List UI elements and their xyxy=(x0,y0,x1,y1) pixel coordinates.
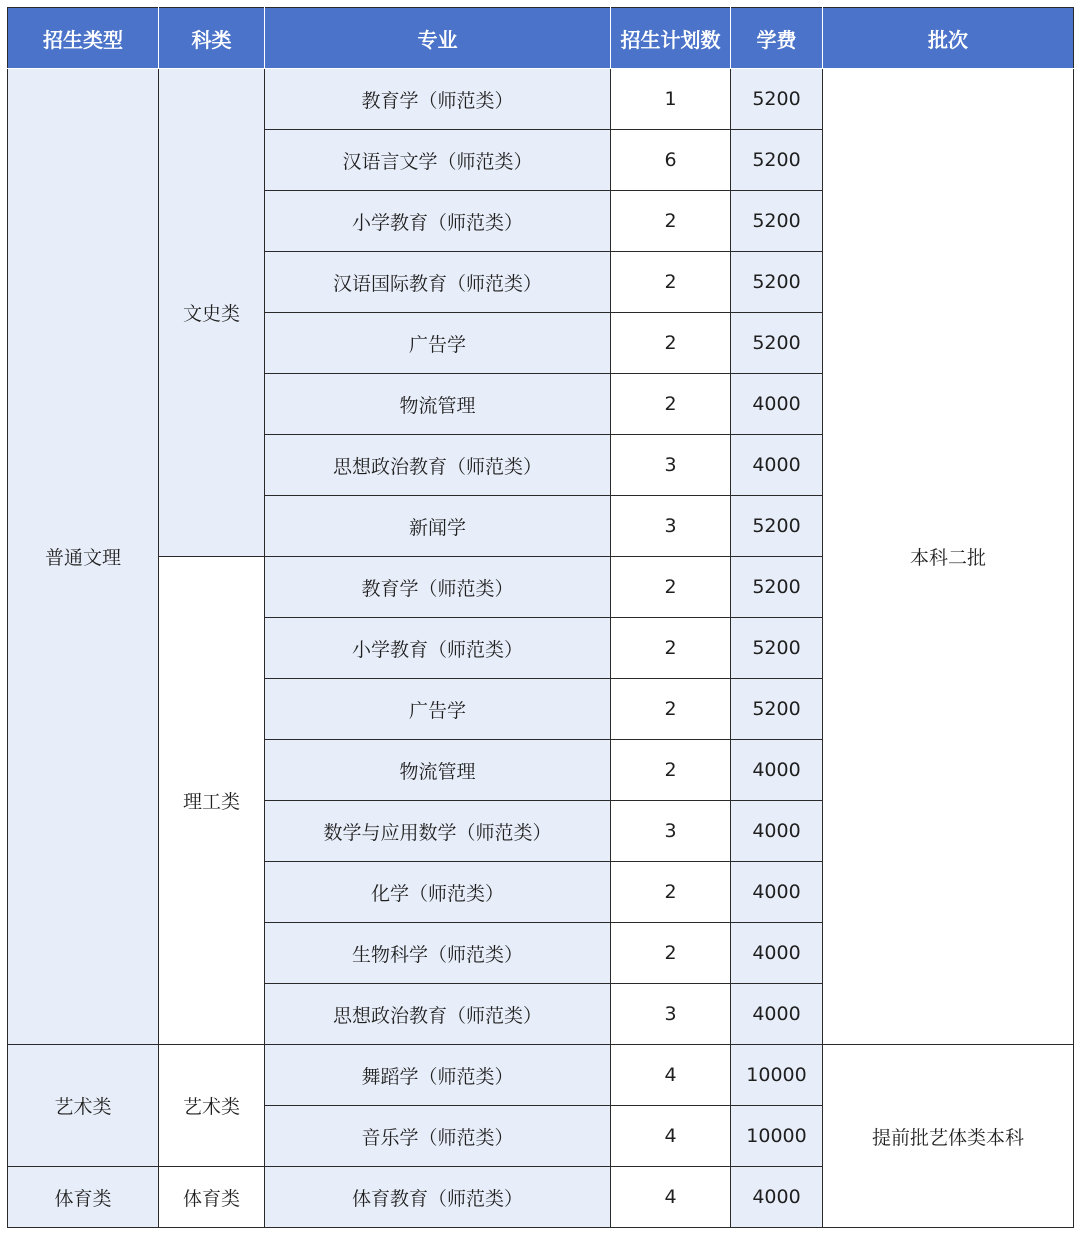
table-body xyxy=(8,69,1074,1228)
category-cell: 理工类 xyxy=(159,557,265,1045)
major-cell: 体育教育（师范类） xyxy=(265,1167,611,1228)
fee-cell: 5200 xyxy=(731,557,823,618)
fee-cell: 4000 xyxy=(731,923,823,984)
batch-cell: 本科二批 xyxy=(823,69,1074,1045)
table-row xyxy=(8,69,1074,130)
header-batch: 批次 xyxy=(823,8,1074,69)
major-cell: 教育学（师范类） xyxy=(265,557,611,618)
major-cell: 小学教育（师范类） xyxy=(265,191,611,252)
plan-cell: 3 xyxy=(611,801,731,862)
plan-cell: 3 xyxy=(611,435,731,496)
table-row xyxy=(8,1045,1074,1106)
plan-cell: 2 xyxy=(611,923,731,984)
fee-cell: 4000 xyxy=(731,801,823,862)
plan-cell: 2 xyxy=(611,862,731,923)
type-cell: 普通文理 xyxy=(8,69,159,1045)
plan-cell: 2 xyxy=(611,679,731,740)
plan-cell: 2 xyxy=(611,557,731,618)
major-cell: 广告学 xyxy=(265,313,611,374)
plan-cell: 4 xyxy=(611,1167,731,1228)
fee-cell: 5200 xyxy=(731,496,823,557)
plan-cell: 3 xyxy=(611,984,731,1045)
plan-cell: 6 xyxy=(611,130,731,191)
header-plan: 招生计划数 xyxy=(611,8,731,69)
fee-cell: 5200 xyxy=(731,679,823,740)
fee-cell: 10000 xyxy=(731,1045,823,1106)
fee-cell: 5200 xyxy=(731,69,823,130)
enrollment-table xyxy=(7,7,1074,1228)
plan-cell: 2 xyxy=(611,618,731,679)
plan-cell: 2 xyxy=(611,740,731,801)
header-major: 专业 xyxy=(265,8,611,69)
category-cell: 文史类 xyxy=(159,69,265,557)
batch-cell: 提前批艺体类本科 xyxy=(823,1045,1074,1228)
fee-cell: 5200 xyxy=(731,191,823,252)
major-cell: 舞蹈学（师范类） xyxy=(265,1045,611,1106)
major-cell: 化学（师范类） xyxy=(265,862,611,923)
plan-cell: 1 xyxy=(611,69,731,130)
major-cell: 思想政治教育（师范类） xyxy=(265,435,611,496)
header-type: 招生类型 xyxy=(8,8,159,69)
major-cell: 汉语言文学（师范类） xyxy=(265,130,611,191)
major-cell: 音乐学（师范类） xyxy=(265,1106,611,1167)
fee-cell: 4000 xyxy=(731,862,823,923)
plan-cell: 2 xyxy=(611,374,731,435)
type-cell: 艺术类 xyxy=(8,1045,159,1167)
major-cell: 物流管理 xyxy=(265,374,611,435)
fee-cell: 4000 xyxy=(731,435,823,496)
fee-cell: 5200 xyxy=(731,313,823,374)
table-header xyxy=(8,8,1074,69)
category-cell: 艺术类 xyxy=(159,1045,265,1167)
fee-cell: 4000 xyxy=(731,740,823,801)
type-cell: 体育类 xyxy=(8,1167,159,1228)
fee-cell: 5200 xyxy=(731,618,823,679)
header-row xyxy=(8,8,1074,69)
plan-cell: 4 xyxy=(611,1106,731,1167)
fee-cell: 5200 xyxy=(731,252,823,313)
plan-cell: 4 xyxy=(611,1045,731,1106)
major-cell: 新闻学 xyxy=(265,496,611,557)
major-cell: 物流管理 xyxy=(265,740,611,801)
plan-cell: 2 xyxy=(611,191,731,252)
fee-cell: 10000 xyxy=(731,1106,823,1167)
major-cell: 生物科学（师范类） xyxy=(265,923,611,984)
fee-cell: 4000 xyxy=(731,1167,823,1228)
fee-cell: 5200 xyxy=(731,130,823,191)
fee-cell: 4000 xyxy=(731,984,823,1045)
plan-cell: 2 xyxy=(611,252,731,313)
header-category: 科类 xyxy=(159,8,265,69)
fee-cell: 4000 xyxy=(731,374,823,435)
major-cell: 数学与应用数学（师范类） xyxy=(265,801,611,862)
plan-cell: 2 xyxy=(611,313,731,374)
major-cell: 小学教育（师范类） xyxy=(265,618,611,679)
header-fee: 学费 xyxy=(731,8,823,69)
major-cell: 汉语国际教育（师范类） xyxy=(265,252,611,313)
major-cell: 广告学 xyxy=(265,679,611,740)
major-cell: 教育学（师范类） xyxy=(265,69,611,130)
plan-cell: 3 xyxy=(611,496,731,557)
category-cell: 体育类 xyxy=(159,1167,265,1228)
major-cell: 思想政治教育（师范类） xyxy=(265,984,611,1045)
